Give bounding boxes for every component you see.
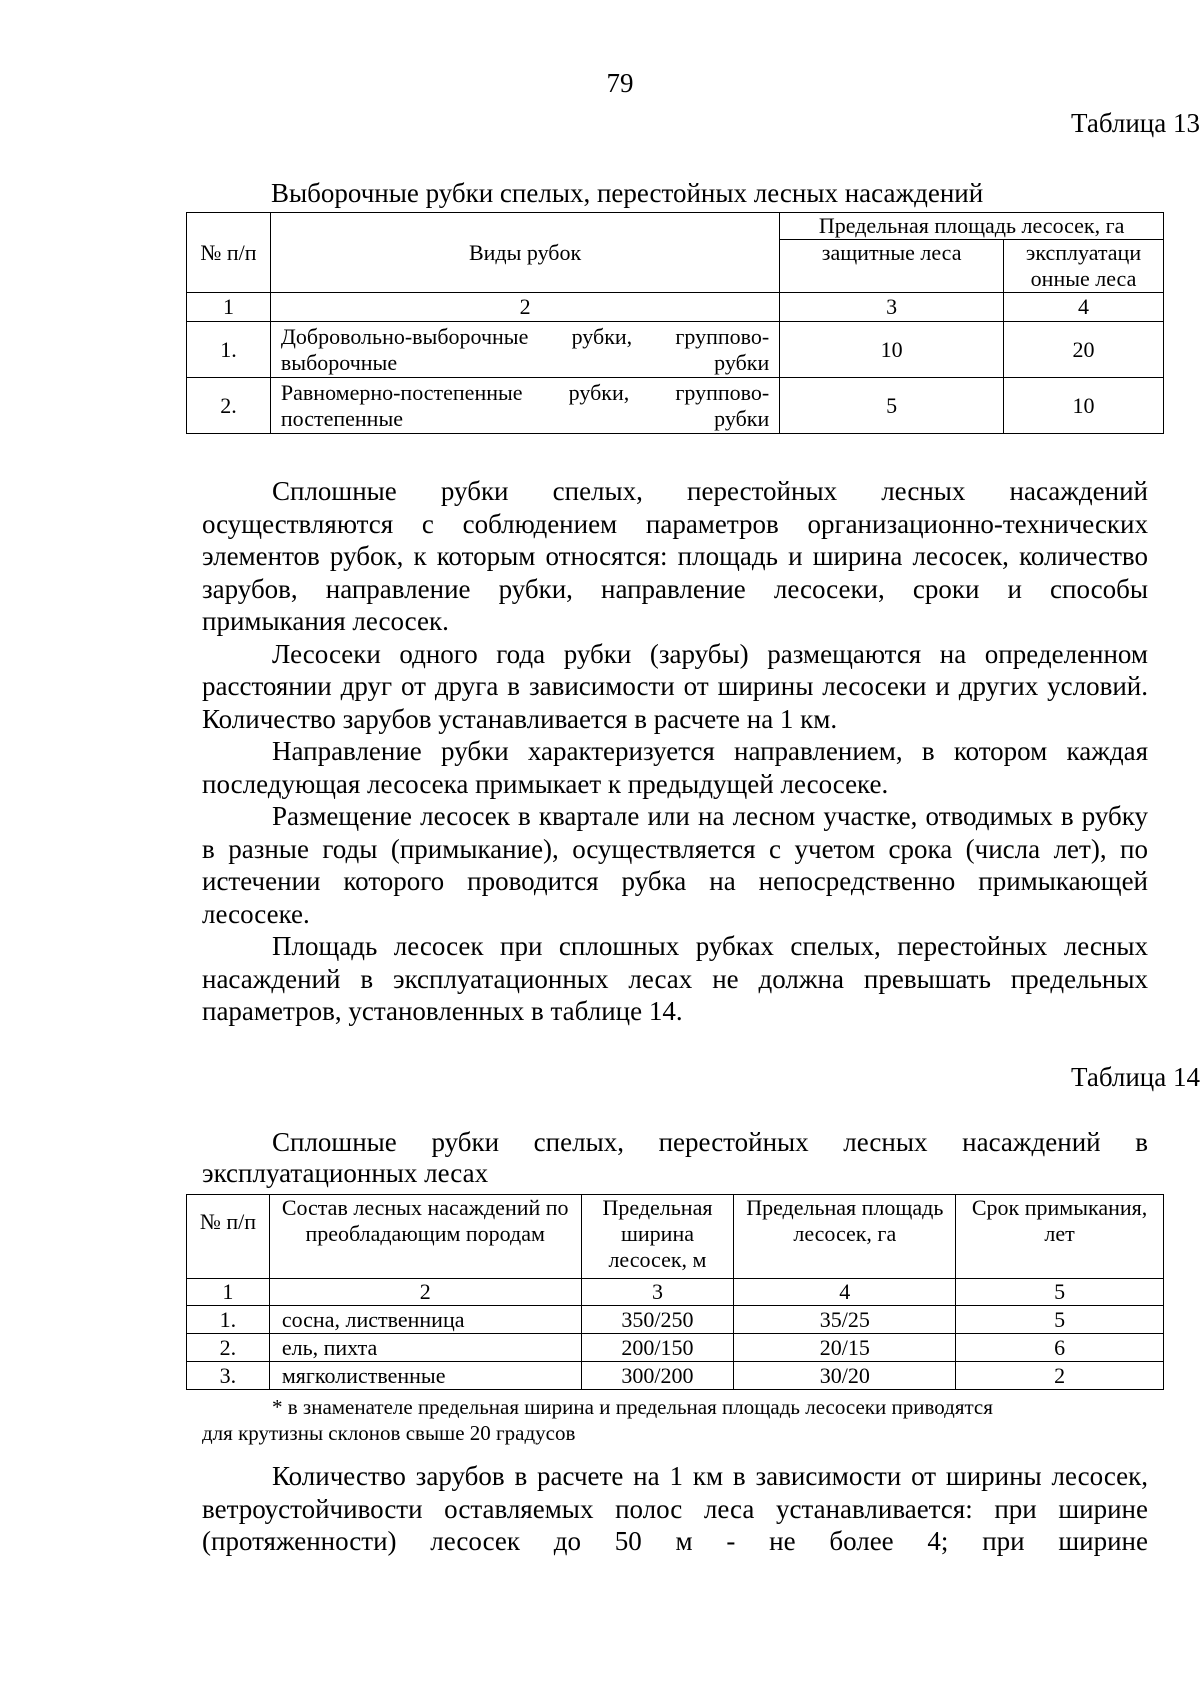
row-term: 2: [956, 1362, 1164, 1390]
col-number: 4: [734, 1279, 956, 1306]
footnote-line-2: для крутизны склонов свыше 20 градусов: [202, 1421, 576, 1445]
header-area: Предельная площадь лесосек, га: [734, 1195, 956, 1279]
table-14-label: Таблица 14: [1071, 1062, 1200, 1092]
col-number: 1: [187, 1279, 270, 1306]
row-num: 2.: [187, 1334, 270, 1362]
paragraph: Сплошные рубки спелых, перестойных лесных насаждений осуществляются с соблюдением параметров организационно-технических элементов рубок, к которым относятся: площадь и ширина лесосек, количество зарубов, направление рубки, направление лесосеки, сроки и способы примыкания лесосек.: [202, 476, 1148, 636]
footnote-line-1: * в знаменателе предельная ширина и предельная площадь лесосеки приводятся: [272, 1395, 993, 1419]
table-14: [186, 1194, 1164, 1390]
col-number: 4: [1004, 293, 1164, 322]
row-exploitation: 10: [1004, 378, 1164, 434]
row-width: 200/150: [581, 1334, 734, 1362]
table-13: [186, 212, 1164, 434]
paragraph: Направление рубки характеризуется направлением, в котором каждая последующая лесосека примыкает к предыдущей лесосеке.: [202, 736, 1148, 799]
row-area: 20/15: [734, 1334, 956, 1362]
header-limit-area: Предельная площадь лесосек, га: [780, 213, 1164, 240]
col-number: 2: [270, 293, 779, 322]
table-14-title-line-2: эксплуатационных лесах: [202, 1158, 489, 1188]
col-number: 2: [269, 1279, 581, 1306]
header-exploitation: эксплуатаци онные леса: [1004, 240, 1164, 293]
paragraph: Лесосеки одного года рубки (зарубы) размещаются на определенном расстоянии друг от друга в зависимости от ширины лесосеки и других условий. Количество зарубов устанавливается в расчете на 1 км.: [202, 638, 1148, 734]
table-13-label: Таблица 13: [1071, 108, 1200, 138]
header-width: Предельная ширина лесосек, м: [581, 1195, 734, 1279]
row-composition: мягколиственные: [269, 1362, 581, 1390]
header-type: Виды рубок: [270, 213, 779, 293]
paragraph: Количество зарубов в расчете на 1 км в зависимости от ширины лесосек, ветроустойчивости оставляемых полос леса устанавливается: при ширине (протяженности) лесосек до 50 м - не более 4; при ширине: [202, 1461, 1148, 1556]
col-number: 3: [581, 1279, 734, 1306]
table-row: [187, 1334, 1164, 1362]
row-term: 6: [956, 1334, 1164, 1362]
paragraph: Размещение лесосек в квартале или на лесном участке, отводимых в рубку в разные годы (примыкание), осуществляется с учетом срока (числа лет), по истечении которого проводится рубка на непосредственно примыкающей лесосеке.: [202, 801, 1148, 929]
table-13-title: Выборочные рубки спелых, перестойных лесных насаждений: [271, 178, 984, 208]
header-protective: защитные леса: [780, 240, 1004, 293]
col-number: 5: [956, 1279, 1164, 1306]
table-row: [187, 322, 1164, 378]
row-exploitation: 20: [1004, 322, 1164, 378]
row-type: Добровольно-выборочные рубки, группово-выборочные рубки: [270, 322, 779, 378]
header-num: № п/п: [187, 213, 271, 293]
header-num: № п/п: [187, 1195, 270, 1279]
table-row: [187, 1306, 1164, 1334]
paragraph: Площадь лесосек при сплошных рубках спелых, перестойных лесных насаждений в эксплуатационных лесах не должна превышать предельных параметров, установленных в таблице 14.: [202, 931, 1148, 1026]
row-num: 1.: [187, 1306, 270, 1334]
row-protective: 10: [780, 322, 1004, 378]
table-14-title-line-1: Сплошные рубки спелых, перестойных лесных насаждений в: [272, 1127, 1148, 1157]
table-14-title: [202, 1127, 1148, 1189]
row-area: 30/20: [734, 1362, 956, 1390]
body-text-2: [202, 1460, 1148, 1558]
row-area: 35/25: [734, 1306, 956, 1334]
body-text-1: [202, 475, 1148, 1028]
row-term: 5: [956, 1306, 1164, 1334]
col-number: 1: [187, 293, 271, 322]
page-number: 79: [606, 68, 634, 98]
header-term: Срок примыкания, лет: [956, 1195, 1164, 1279]
row-num: 1.: [187, 322, 271, 378]
row-composition: ель, пихта: [269, 1334, 581, 1362]
row-type: Равномерно-постепенные рубки, группово-постепенные рубки: [270, 378, 779, 434]
row-composition: сосна, лиственница: [269, 1306, 581, 1334]
row-width: 300/200: [581, 1362, 734, 1390]
row-num: 2.: [187, 378, 271, 434]
row-width: 350/250: [581, 1306, 734, 1334]
table-row: [187, 1362, 1164, 1390]
col-number: 3: [780, 293, 1004, 322]
table-row: [187, 378, 1164, 434]
row-protective: 5: [780, 378, 1004, 434]
header-composition: Состав лесных насаждений по преобладающим породам: [269, 1195, 581, 1279]
table-14-footnote: [202, 1394, 1148, 1446]
row-num: 3.: [187, 1362, 270, 1390]
